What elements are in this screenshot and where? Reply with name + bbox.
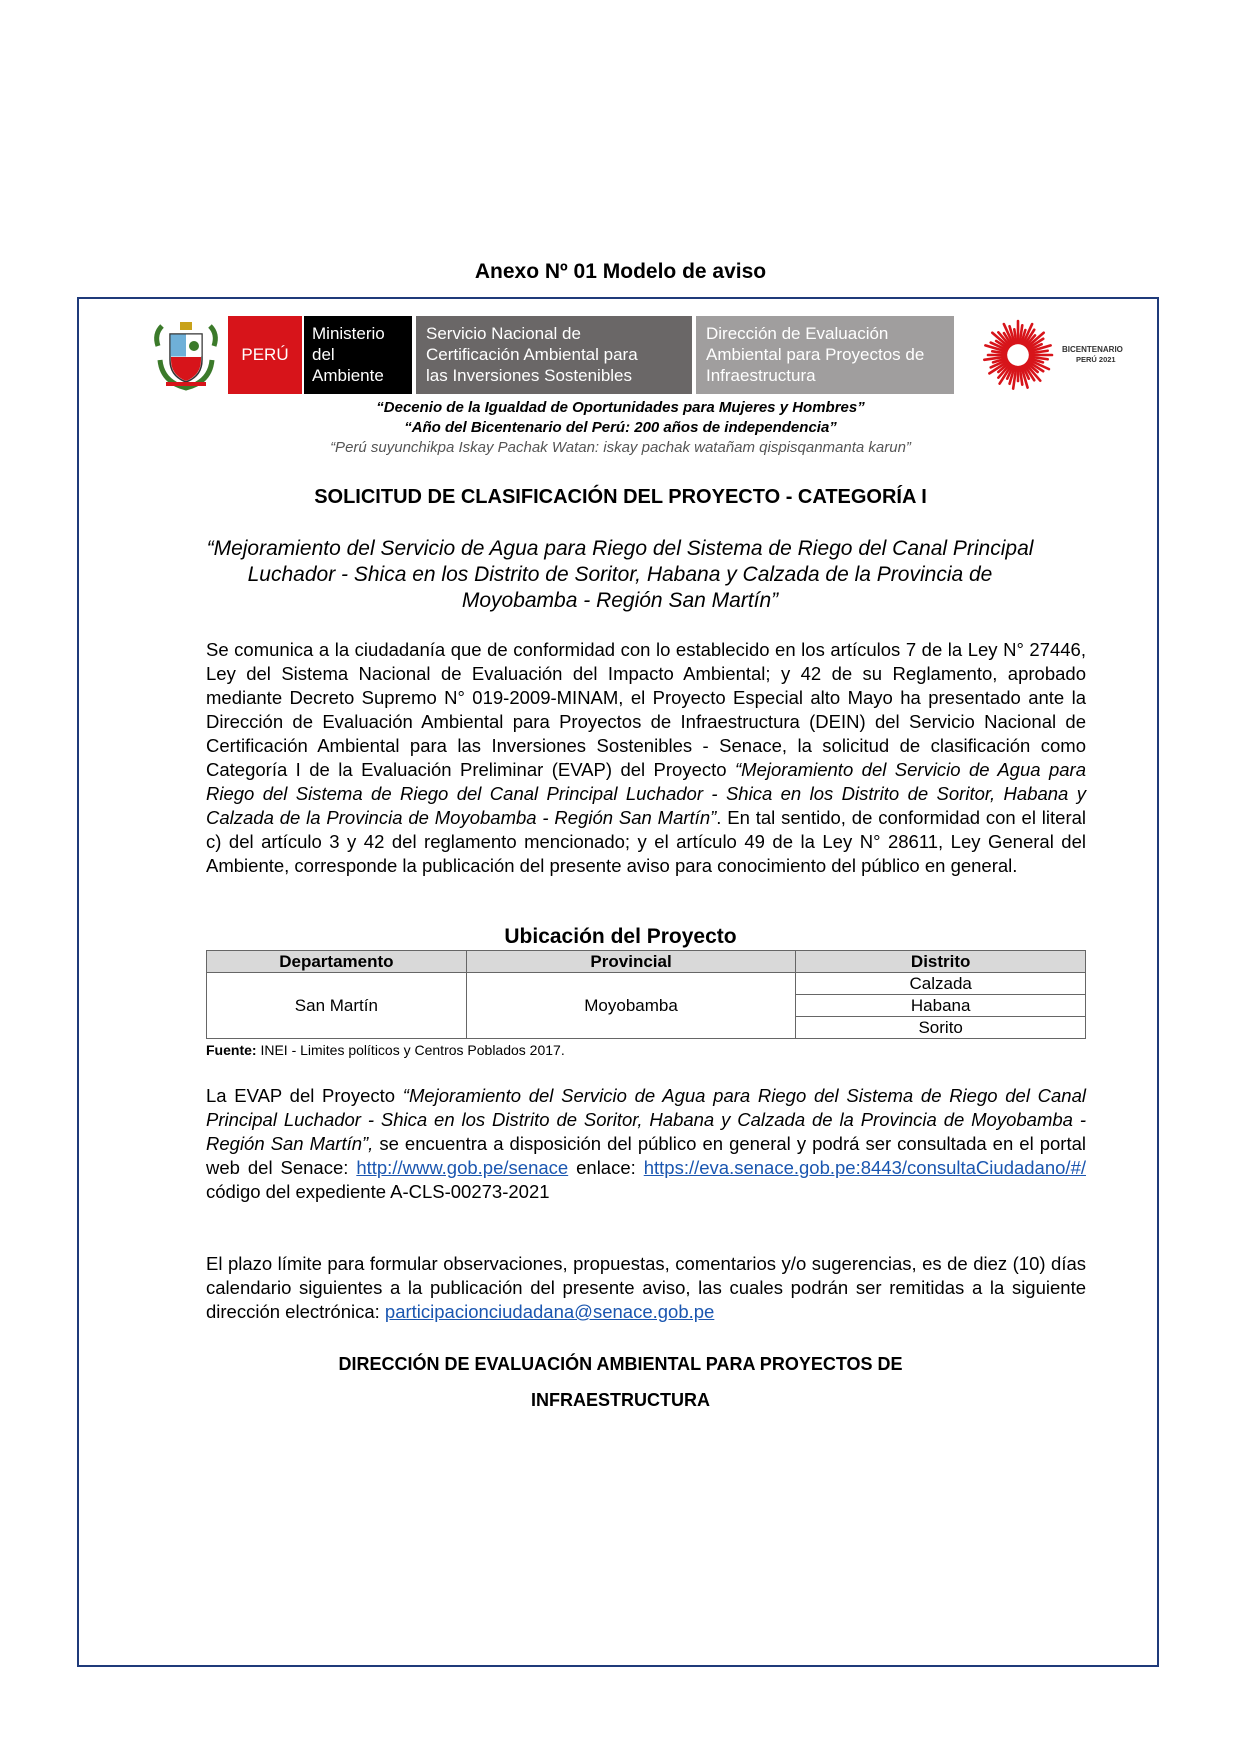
table-header-provincial: Provincial — [466, 951, 796, 973]
location-title: Ubicación del Proyecto — [504, 925, 737, 948]
senace-logo-block: Servicio Nacional de Certificación Ambiental para las Inversiones Sostenibles — [412, 316, 692, 394]
slogan-quechua: “Perú suyunchikpa Iskay Pachak Watan: iskay pachak watañam qispisqanmanta karun” — [330, 439, 911, 456]
table-header-departamento: Departamento — [207, 951, 467, 973]
senace-portal-link[interactable]: http://www.gob.pe/senace — [356, 1157, 569, 1178]
cell-departamento: San Martín — [207, 973, 467, 1039]
request-title: SOLICITUD DE CLASIFICACIÓN DEL PROYECTO - CATEGORÍA I — [314, 486, 927, 508]
cell-distrito: Sorito — [796, 1017, 1086, 1039]
table-source-note: Fuente: INEI - Limites políticos y Centros Poblados 2017. — [206, 1042, 565, 1058]
cell-provincia: Moyobamba — [466, 973, 796, 1039]
project-title: “Mejoramiento del Servicio de Agua para Riego del Sistema de Riego del Canal Principal Luchador - Shica en los Distrito de Soritor, Habana y Calzada de la Provincia de Moyobamba - Región San Martín” — [206, 537, 1034, 612]
cell-distrito: Habana — [796, 995, 1086, 1017]
slogan-bicentenario: “Año del Bicentenario del Perú: 200 años de independencia” — [404, 419, 837, 436]
svg-text:BICENTENARIO: BICENTENARIO — [1062, 345, 1123, 354]
peru-coat-of-arms-icon — [150, 316, 222, 394]
notice-paragraph-3: El plazo límite para formular observaciones, propuestas, comentarios y/o sugerencias, es de diez (10) días calendario siguientes a la publicación del presente aviso, las cuales podrán ser remitidas a la siguiente dirección electrónica: participacionciudadana@senace.gob.pe — [206, 1253, 1086, 1322]
header-logo-bar — [150, 316, 954, 394]
table-row — [207, 973, 1086, 995]
contact-email-link[interactable]: participacionciudadana@senace.gob.pe — [384, 1301, 715, 1322]
annex-title: Anexo Nº 01 Modelo de aviso — [474, 260, 767, 283]
location-table — [206, 950, 1086, 1039]
peru-logo-block: PERÚ — [228, 316, 302, 394]
svg-text:PERÚ 2021: PERÚ 2021 — [1076, 355, 1116, 364]
official-slogans — [0, 398, 1241, 458]
signature-block: DIRECCIÓN DE EVALUACIÓN AMBIENTAL PARA PROYECTOS DE INFRAESTRUCTURA — [338, 1354, 903, 1410]
table-header-distrito: Distrito — [796, 951, 1086, 973]
notice-paragraph-1: Se comunica a la ciudadanía que de conformidad con lo establecido en los artículos 7 de la Ley N° 27446, Ley del Sistema Nacional de Evaluación del Impacto Ambiental; y 42 de su Reglamento, aprobado mediante Decreto Supremo N° 019-2009-MINAM, el Proyecto Especial alto Mayo ha presentado ante la Dirección de Evaluación Ambiental para Proyectos de Infraestructura (DEIN) del Servicio Nacional de Certificación Ambiental para las Inversiones Sostenibles - Senace, la solicitud de clasificación como Categoría I de la Evaluación Preliminar (EVAP) del Proyecto “Mejoramiento del Servicio de Agua para Riego del Sistema de Riego del Canal Principal Luchador - Shica en los Distrito de Soritor, Habana y Calzada de la Provincia de Moyobamba - Región San Martín”. En tal sentido, de conformidad con el literal c) del artículo 3 y 42 del reglamento mencionado; y el artículo 49 de la Ley N° 28611, Ley General del Ambiente, corresponde la publicación del presente aviso para conocimiento del público en general. — [206, 639, 1087, 876]
notice-paragraph-2: La EVAP del Proyecto “Mejoramiento del Servicio de Agua para Riego del Sistema de Riego del Canal Principal Luchador - Shica en los Distrito de Soritor, Habana y Calzada de la Provincia de Moyobamba - Región San Martín”, se encuentra a disposición del público en general y podrá ser consultada en el portal web del Senace: http://www.gob.pe/senace enlace: https://eva.senace.gob.pe:8443/consultaCiudadano/#/ código del expediente A-CLS-00273-2021 — [206, 1085, 1086, 1202]
consulta-ciudadano-link[interactable]: https://eva.senace.gob.pe:8443/consultaCiudadano/#/ — [643, 1157, 1086, 1178]
minam-logo-block: Ministerio del Ambiente — [302, 316, 412, 394]
slogan-decenio: “Decenio de la Igualdad de Oportunidades para Mujeres y Hombres” — [376, 399, 865, 416]
dein-logo-block: Dirección de Evaluación Ambiental para Proyectos de Infraestructura — [692, 316, 954, 394]
bicentenario-logo-icon — [980, 316, 1140, 394]
cell-distrito: Calzada — [796, 973, 1086, 995]
